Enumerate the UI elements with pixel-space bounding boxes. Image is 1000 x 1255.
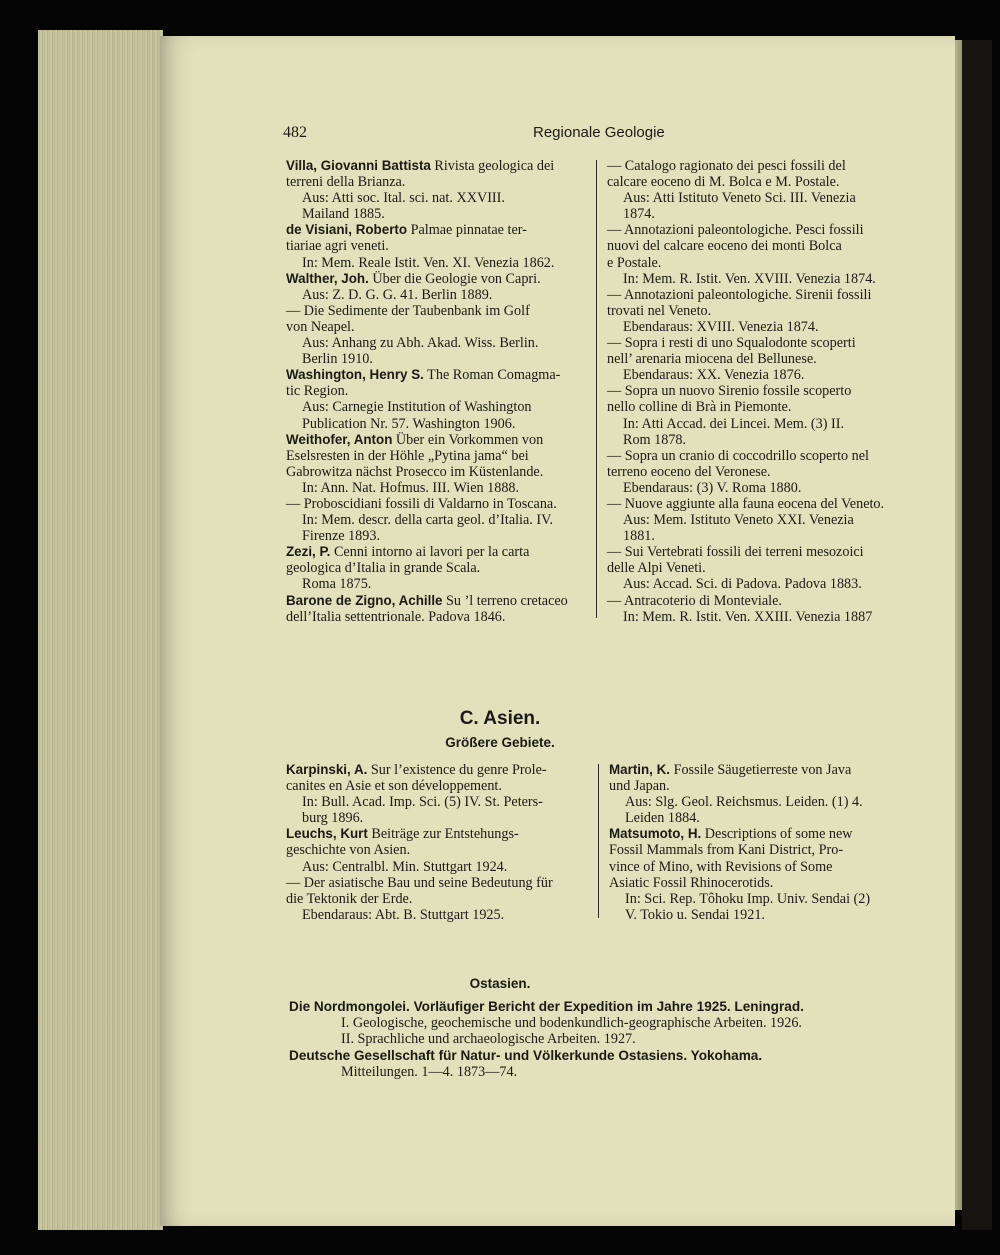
ostasien-entry-title: Deutsche Gesellschaft für Natur- und Völkerkunde Ostasiens. Yokohama.: [289, 1047, 763, 1063]
bibliography-entry: [286, 875, 586, 923]
bibliography-entry: [607, 287, 903, 335]
entry-text: trovati nel Veneto.: [607, 302, 712, 319]
entry-line: [607, 464, 903, 480]
entry-text: tic Region.: [286, 383, 349, 400]
section-title: C. Asien.: [459, 708, 541, 729]
page-number: 482: [283, 124, 307, 141]
entry-line: [607, 287, 903, 303]
entry-author: Barone de Zigno, Achille: [286, 592, 443, 608]
entry-text: — Die Sedimente der Taubenbank im Golf: [286, 302, 530, 319]
entry-text: — Sopra un cranio di coccodrillo scoperto nel: [607, 447, 869, 464]
ostasien-list: [289, 999, 929, 1080]
entry-line: [609, 859, 905, 875]
ostasien-entry-line: I. Geologische, geochemische und bodenkundlich-geographische Arbeiten. 1926.: [341, 1015, 802, 1032]
entry-source: Aus: Mem. Istituto Veneto XXI. Venezia: [623, 512, 854, 529]
entry-line: [607, 448, 903, 464]
entry-source: In: Mem. R. Istit. Ven. XVIII. Venezia 1874.: [623, 270, 876, 287]
book-page-edges: [38, 30, 163, 1230]
entry-line: [607, 255, 903, 271]
entry-author: Leuchs, Kurt: [286, 826, 368, 842]
entry-text: die Tektonik der Erde.: [286, 890, 413, 907]
entry-line: [607, 174, 903, 190]
entry-author: Zezi, P.: [286, 544, 331, 560]
entry-text: The Roman Comagma-: [423, 367, 561, 384]
entry-text: canites en Asie et son développement.: [286, 778, 502, 795]
ostasien-entry-title: Die Nordmongolei. Vorläufiger Bericht der Expedition im Jahre 1925. Leningrad.: [289, 999, 804, 1014]
entry-text: nello colline di Brà in Piemonte.: [607, 399, 792, 416]
entry-author: Washington, Henry S.: [286, 367, 424, 383]
entry-line: [286, 891, 586, 907]
bibliography-entry: [607, 448, 903, 496]
bibliography-entry: [286, 271, 586, 303]
entry-text: nuovi del calcare eoceno dei monti Bolca: [607, 238, 842, 255]
entry-text: Über die Geologie von Capri.: [368, 270, 541, 287]
entry-source: Aus: Z. D. G. G. 41. Berlin 1889.: [302, 286, 493, 303]
entry-source: Mailand 1885.: [302, 206, 385, 223]
entry-source: Aus: Atti soc. Ital. sci. nat. XXVIII.: [302, 190, 505, 207]
entry-source: Aus: Slg. Geol. Reichsmus. Leiden. (1) 4.: [625, 794, 863, 811]
entry-source: Ebendaraus: XX. Venezia 1876.: [623, 367, 805, 384]
bibliography-entry: [609, 826, 905, 923]
entry-source: Ebendaraus: Abt. B. Stuttgart 1925.: [302, 906, 505, 923]
bibliography-entry: [286, 593, 586, 625]
entry-line: [286, 560, 586, 576]
bibliography-entry: [286, 544, 586, 592]
section-subtitle: Größere Gebiete.: [445, 735, 555, 750]
entry-text: terreno eoceno del Veronese.: [607, 463, 771, 480]
entry-text: tiariae agri veneti.: [286, 238, 389, 255]
entry-source: Roma 1875.: [302, 576, 372, 593]
entry-line: [286, 778, 586, 794]
entry-line: [607, 496, 903, 512]
bibliography-entry: [286, 496, 586, 544]
entry-source: Aus: Anhang zu Abh. Akad. Wiss. Berlin.: [302, 335, 539, 352]
entry-line: [607, 351, 903, 367]
bibliography-entry: [286, 303, 586, 367]
entry-text: delle Alpi Veneti.: [607, 560, 706, 577]
entry-text: — Sui Vertebrati fossili dei terreni mesozoici: [607, 544, 864, 561]
entry-text: — Sopra un nuovo Sirenio fossile scoperto: [607, 383, 852, 400]
bibliography-entry: [286, 762, 586, 826]
entry-line: [286, 464, 586, 480]
entry-text: Über ein Vorkommen von: [392, 431, 544, 448]
entry-source: In: Ann. Nat. Hofmus. III. Wien 1888.: [302, 479, 520, 496]
entry-source: V. Tokio u. Sendai 1921.: [625, 906, 765, 923]
entry-author: Matsumoto, H.: [609, 826, 702, 842]
entry-line: [286, 826, 586, 842]
entry-text: und Japan.: [609, 778, 670, 795]
asia-right-column: [609, 762, 905, 923]
book-spine: [962, 40, 992, 1230]
entry-line: [607, 238, 903, 254]
entry-text: — Sopra i resti di uno Squalodonte scoperti: [607, 335, 856, 352]
ostasien-title: Ostasien.: [469, 976, 531, 991]
bibliography-entry: [286, 222, 586, 270]
bibliography-entry: [607, 335, 903, 383]
bibliography-entry: [607, 593, 903, 625]
entry-author: Walther, Joh.: [286, 270, 369, 286]
entry-line: [286, 158, 586, 174]
entry-text: von Neapel.: [286, 318, 355, 335]
entry-text: dell’Italia settentrionale. Padova 1846.: [286, 608, 506, 625]
entry-text: Fossil Mammals from Kani District, Pro-: [609, 842, 844, 859]
entry-text: — Annotazioni paleontologiche. Sirenii fossili: [607, 286, 872, 303]
entry-line: [607, 303, 903, 319]
entry-source: Leiden 1884.: [625, 810, 700, 827]
left-column: [286, 158, 586, 625]
entry-line: [607, 560, 903, 576]
entry-line: [286, 609, 586, 625]
entry-text: — Catalogo ragionato dei pesci fossili del: [607, 158, 846, 174]
entry-line: [607, 158, 903, 174]
entry-source: In: Atti Accad. dei Lincei. Mem. (3) II.: [623, 415, 845, 432]
entry-source: Publication Nr. 57. Washington 1906.: [302, 415, 516, 432]
entry-text: Asiatic Fossil Rhinocerotids.: [609, 874, 774, 891]
entry-line: [286, 842, 586, 858]
bibliography-entry: [607, 383, 903, 447]
entry-line: [286, 367, 586, 383]
entry-line: [607, 399, 903, 415]
entry-source: In: Mem. R. Istit. Ven. XXIII. Venezia 1887: [623, 608, 873, 625]
entry-line: [286, 432, 586, 448]
entry-line: [286, 303, 586, 319]
entry-source: In: Bull. Acad. Imp. Sci. (5) IV. St. Peters-: [302, 794, 543, 811]
entry-source: Firenze 1893.: [302, 528, 381, 545]
entry-line: [607, 335, 903, 351]
bibliography-entry: [286, 367, 586, 431]
entry-text: geologica d’Italia in grande Scala.: [286, 560, 481, 577]
entry-text: — Annotazioni paleontologiche. Pesci fossili: [607, 222, 864, 239]
entry-text: — Der asiatische Bau und seine Bedeutung für: [286, 874, 553, 891]
bibliography-entry: [607, 496, 903, 544]
entry-text: nell’ arenaria miocena del Bellunese.: [607, 351, 817, 368]
entry-author: Weithofer, Anton: [286, 431, 393, 447]
entry-line: [286, 544, 586, 560]
entry-text: Palmae pinnatae ter-: [407, 222, 527, 239]
entry-line: [286, 496, 586, 512]
ostasien-entry-line: II. Sprachliche und archaeologische Arbeiten. 1927.: [341, 1031, 636, 1048]
entry-line: [286, 174, 586, 190]
asia-column-divider: [598, 764, 599, 918]
entry-source: 1874.: [623, 206, 655, 223]
entry-line: [286, 875, 586, 891]
entry-text: e Postale.: [607, 254, 662, 271]
entry-line: [609, 875, 905, 891]
entry-text: vince of Mino, with Revisions of Some: [609, 858, 833, 875]
bibliography-entry: [286, 432, 586, 496]
entry-author: Karpinski, A.: [286, 762, 368, 777]
entry-source: Rom 1878.: [623, 431, 687, 448]
entry-source: Aus: Accad. Sci. di Padova. Padova 1883.: [623, 576, 862, 593]
entry-text: Rivista geologica dei: [430, 158, 555, 174]
entry-text: Gabrowitza nächst Prosecco im Küstenlande.: [286, 463, 544, 480]
entry-line: [286, 271, 586, 287]
asia-left-column: [286, 762, 586, 923]
entry-line: [286, 593, 586, 609]
bibliography-entry: [286, 158, 586, 222]
bibliography-entry: [607, 544, 903, 592]
entry-line: [607, 222, 903, 238]
entry-author: Martin, K.: [609, 762, 671, 777]
entry-text: — Nuove aggiunte alla fauna eocena del Veneto.: [607, 495, 885, 512]
entry-line: [607, 383, 903, 399]
entry-line: [286, 222, 586, 238]
entry-line: [286, 383, 586, 399]
entry-author: de Visiani, Roberto: [286, 222, 408, 238]
entry-text: Sur l’existence du genre Prole-: [367, 762, 547, 778]
entry-source: 1881.: [623, 528, 655, 545]
entry-text: Eselsresten in der Höhle „Pytina jama“ bei: [286, 447, 529, 464]
entry-line: [609, 762, 905, 778]
entry-line: [286, 448, 586, 464]
entry-text: Beiträge zur Entstehungs-: [367, 826, 519, 843]
right-column: [607, 158, 903, 625]
entry-source: burg 1896.: [302, 810, 364, 827]
entry-text: terreni della Brianza.: [286, 174, 406, 191]
entry-line: [286, 238, 586, 254]
entry-source: In: Sci. Rep. Tôhoku Imp. Univ. Sendai (2): [625, 890, 871, 907]
ostasien-entry-line: Mitteilungen. 1—4. 1873—74.: [341, 1063, 518, 1080]
entry-source: Aus: Atti Istituto Veneto Sci. III. Venezia: [623, 190, 856, 207]
entry-source: Ebendaraus: (3) V. Roma 1880.: [623, 479, 802, 496]
entry-text: — Proboscidiani fossili di Valdarno in Toscana.: [286, 495, 557, 512]
entry-line: [609, 826, 905, 842]
bibliography-entry: [286, 826, 586, 874]
entry-source: In: Mem. descr. della carta geol. d’Italia. IV.: [302, 512, 554, 529]
entry-text: Descriptions of some new: [701, 826, 853, 843]
bibliography-entry: [607, 158, 903, 222]
entry-source: Aus: Centralbl. Min. Stuttgart 1924.: [302, 858, 508, 875]
entry-text: Cenni intorno ai lavori per la carta: [330, 544, 530, 561]
entry-source: Ebendaraus: XVIII. Venezia 1874.: [623, 318, 819, 335]
column-divider: [596, 160, 597, 618]
entry-author: Villa, Giovanni Battista: [286, 158, 431, 173]
entry-text: calcare eoceno di M. Bolca e M. Postale.: [607, 174, 840, 191]
entry-line: [609, 842, 905, 858]
entry-text: geschichte von Asien.: [286, 842, 411, 859]
entry-text: Fossile Säugetierreste von Java: [670, 762, 852, 778]
entry-line: [607, 593, 903, 609]
entry-text: Su ’l terreno cretaceo: [442, 592, 568, 609]
entry-source: Berlin 1910.: [302, 351, 373, 368]
entry-line: [286, 319, 586, 335]
entry-line: [286, 762, 586, 778]
entry-line: [609, 778, 905, 794]
entry-line: [607, 544, 903, 560]
running-title: Regionale Geologie: [533, 124, 665, 141]
entry-source: Aus: Carnegie Institution of Washington: [302, 399, 532, 416]
entry-text: — Antracoterio di Monteviale.: [607, 592, 782, 609]
bibliography-entry: [609, 762, 905, 826]
entry-source: In: Mem. Reale Istit. Ven. XI. Venezia 1862.: [302, 254, 555, 271]
bibliography-entry: [607, 222, 903, 286]
